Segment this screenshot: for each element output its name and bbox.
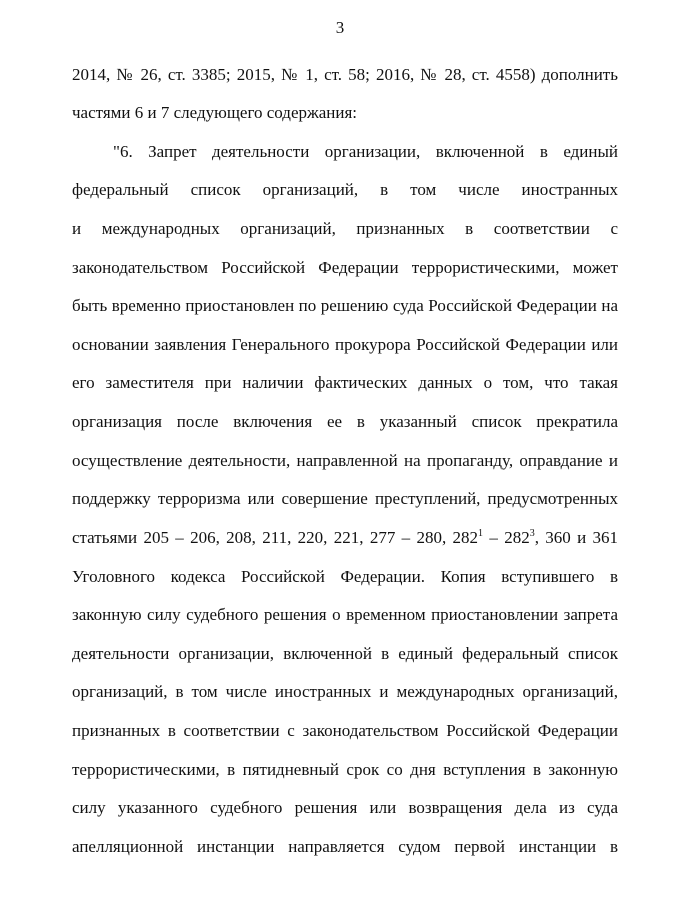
paragraph-first-line: "6. Запрет деятельности организации, включенной в единый bbox=[113, 142, 618, 161]
superscript-3: 3 bbox=[529, 528, 535, 539]
text-line: 2014, № 26, ст. 3385; 2015, № 1, ст. 58; 2016, № 28, ст. 4558) дополнить bbox=[72, 65, 618, 84]
text-line: федеральный список организаций, в том числе иностранных bbox=[72, 180, 618, 199]
text-line: организаций, в том числе иностранных и международных организаций, bbox=[72, 682, 618, 701]
text-line: деятельности организации, включенной в единый федеральный список bbox=[72, 644, 618, 663]
text-line: организация после включения ее в указанный список прекратила bbox=[72, 412, 618, 431]
text-line: силу указанного судебного решения или возвращения дела из суда bbox=[72, 798, 618, 817]
articles-text-mid: – 282 bbox=[483, 528, 530, 547]
articles-text-start: статьями 205 – 206, 208, 211, 220, 221, 277 – 280, 282 bbox=[72, 528, 479, 547]
text-line: осуществление деятельности, направленной на пропаганду, оправдание и bbox=[72, 451, 618, 470]
text-line: его заместителя при наличии фактических данных о том, что такая bbox=[72, 373, 618, 392]
text-line: поддержку терроризма или совершение преступлений, предусмотренных bbox=[72, 489, 618, 508]
text-line: террористическими, в пятидневный срок со дня вступления в законную bbox=[72, 760, 618, 779]
text-line-articles bbox=[72, 527, 618, 549]
text-line: Уголовного кодекса Российской Федерации. Копия вступившего в bbox=[72, 567, 618, 586]
text-line: основании заявления Генерального прокурора Российской Федерации или bbox=[72, 335, 618, 354]
text-line: быть временно приостановлен по решению суда Российской Федерации на bbox=[72, 296, 618, 315]
page-number: 3 bbox=[335, 18, 345, 37]
text-line: признанных в соответствии с законодательством Российской Федерации bbox=[72, 721, 618, 740]
text-line: частями 6 и 7 следующего содержания: bbox=[72, 103, 358, 122]
text-line: апелляционной инстанции направляется судом первой инстанции в bbox=[72, 837, 618, 856]
superscript-1: 1 bbox=[478, 528, 484, 539]
articles-text-end: , 360 и 361 bbox=[534, 528, 618, 547]
text-line: и международных организаций, признанных в соответствии с bbox=[72, 219, 618, 238]
text-line: законную силу судебного решения о временном приостановлении запрета bbox=[72, 605, 618, 624]
text-line: законодательством Российской Федерации террористическими, может bbox=[72, 258, 618, 277]
